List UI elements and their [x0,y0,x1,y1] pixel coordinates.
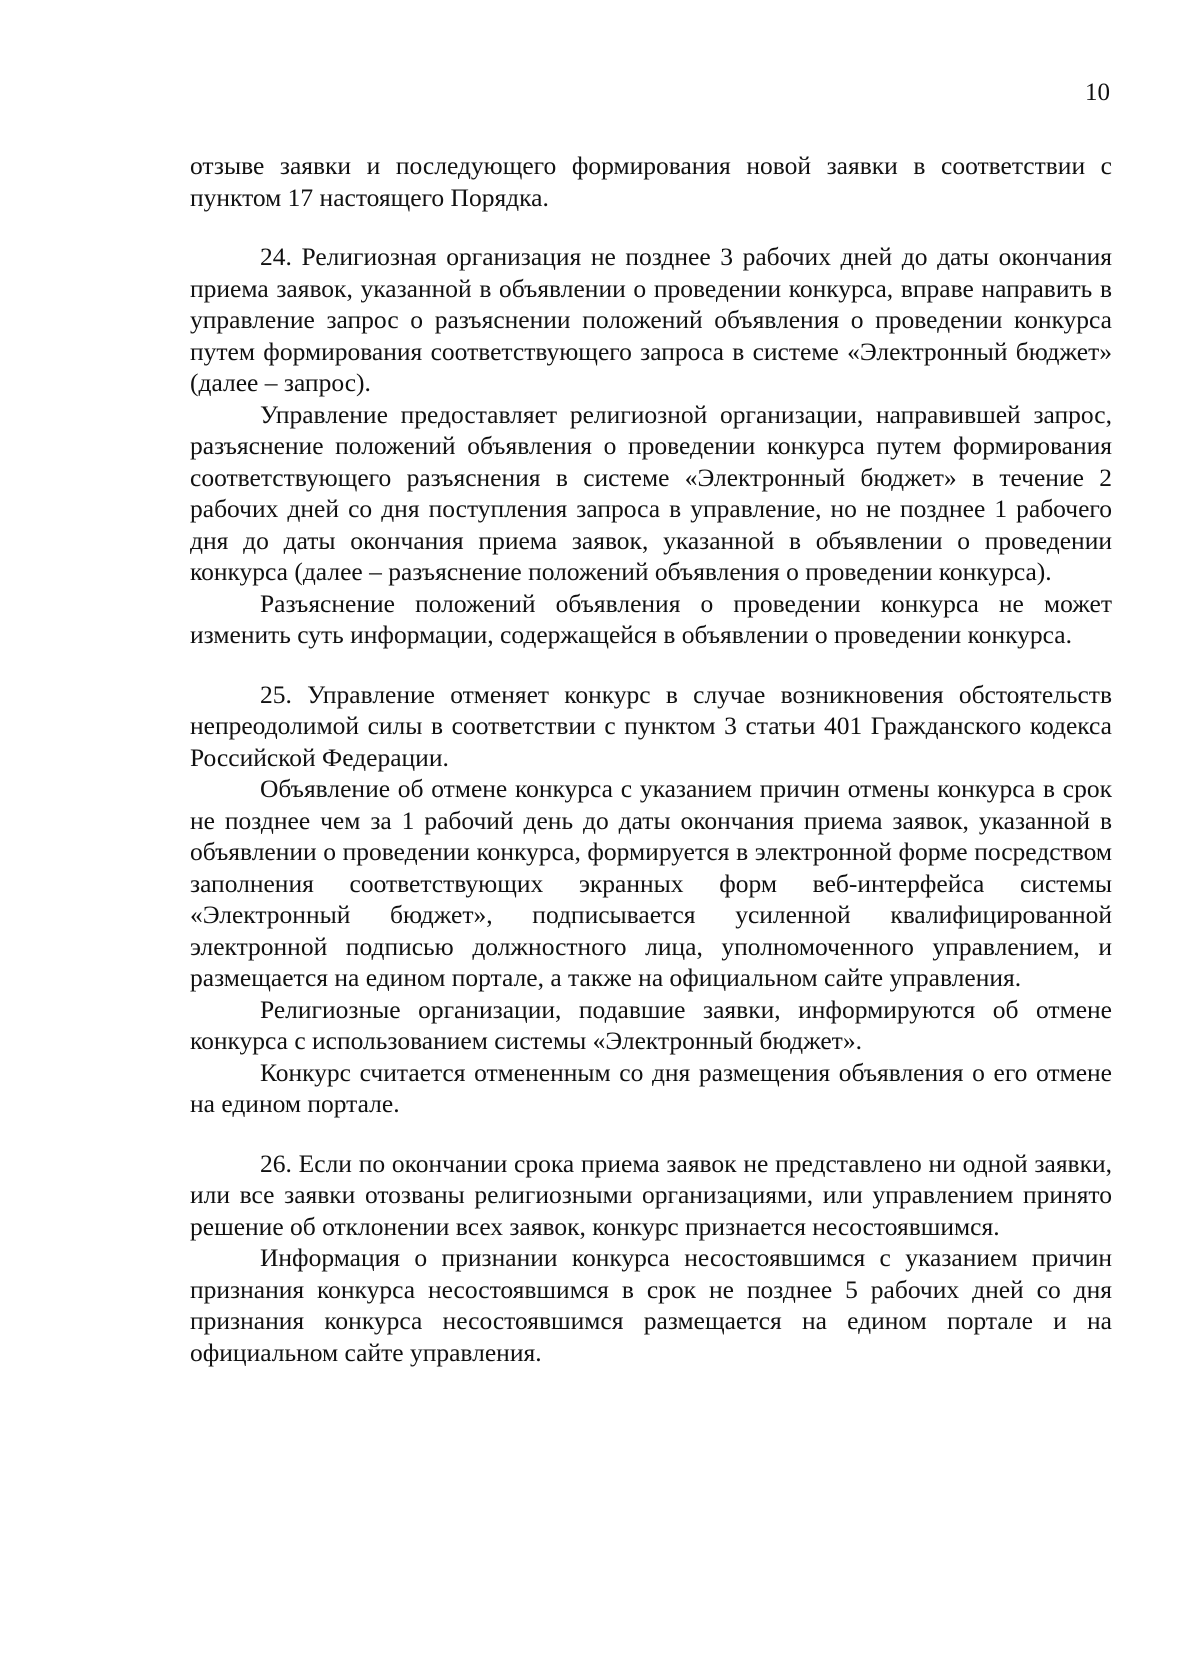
paragraph-clause-24: 24. Религиозная организация не позднее 3 рабочих дней до даты окончания приема заявок, указанной в объявлении о проведении конкурса, вправе направить в управление запрос о разъяснении положений объявления о проведении конкурса путем формирования соответствующего запроса в системе «Электронный бюджет» (далее – запрос). [190,242,1112,397]
paragraph-clause-24-limit: Разъяснение положений объявления о проведении конкурса не может изменить суть информации, содержащейся в объявлении о проведении конкурса. [190,588,1112,649]
paragraph-clause-25-cancelled: Конкурс считается отмененным со дня размещения объявления о его отмене на едином портале. [190,1057,1112,1118]
paragraph-clause-26: 26. Если по окончании срока приема заявок не представлено ни одной заявки, или все заявки отозваны религиозными организациями, или управлением принято решение об отклонении всех заявок, конкурс признается несостоявшимся. [190,1148,1112,1241]
document-body [190,150,1112,1368]
paragraph-continuation: отзыве заявки и последующего формирования новой заявки в соответствии с пунктом 17 настоящего Порядка. [190,151,1112,212]
paragraph-clause-25: 25. Управление отменяет конкурс в случае возникновения обстоятельств непреодолимой силы в соответствии с пунктом 3 статьи 401 Гражданского кодекса Российской Федерации. [190,679,1112,772]
paragraph-clause-24-explanation: Управление предоставляет религиозной организации, направившей запрос, разъяснение положений объявления о проведении конкурса путем формирования соответствующего разъяснения в системе «Электронный бюджет» в течение 2 рабочих дней со дня поступления запроса в управление, но не позднее 1 рабочего дня до даты окончания приема заявок, указанной в объявлении о проведении конкурса (далее – разъяснение положений объявления о проведении конкурса). [190,399,1112,586]
paragraph-clause-25-announcement: Объявление об отмене конкурса с указанием причин отмены конкурса в срок не позднее чем за 1 рабочий день до даты окончания приема заявок, указанной в объявлении о проведении конкурса, формируется в электронной форме посредством заполнения соответствующих экранных форм веб-интерфейса системы «Электронный бюджет», подписывается усиленной квалифицированной электронной подписью должностного лица, уполномоченного управлением, и размещается на едином портале, а также на официальном сайте управления. [190,774,1112,992]
paragraph-clause-25-notification: Религиозные организации, подавшие заявки, информируются об отмене конкурса с использованием системы «Электронный бюджет». [190,994,1112,1055]
page-number: 10 [1085,79,1110,106]
paragraph-clause-26-information: Информация о признании конкурса несостоявшимся с указанием причин признания конкурса несостоявшимся в срок не позднее 5 рабочих дней со дня признания конкурса несостоявшимся размещается на едином портале и на официальном сайте управления. [190,1243,1112,1367]
